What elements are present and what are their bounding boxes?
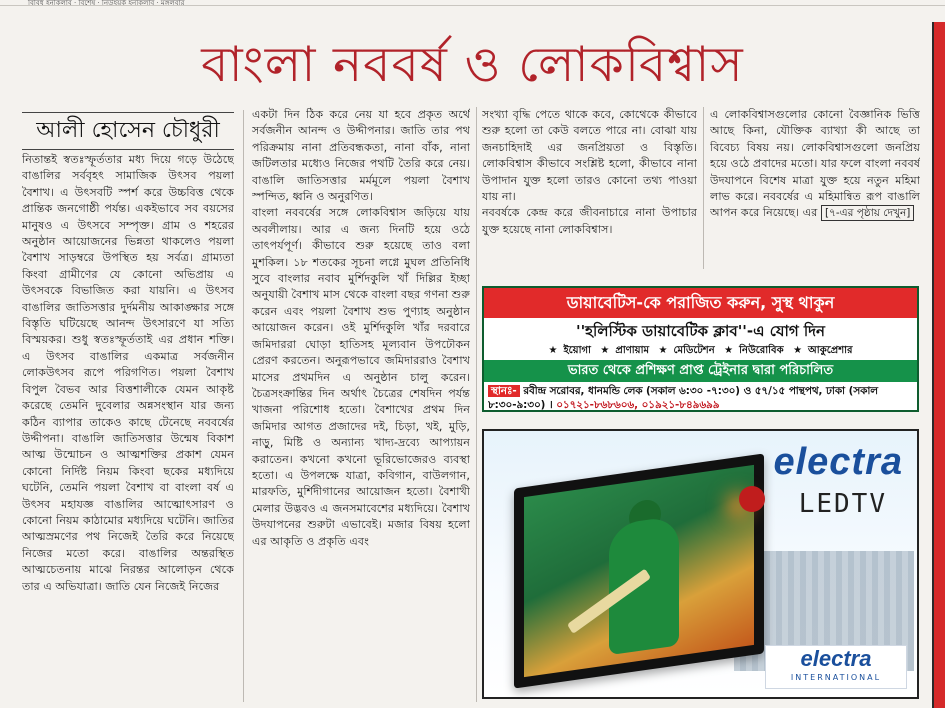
- ad-services: [484, 343, 917, 359]
- article-paragraph: বাংলা নববর্ষের সঙ্গে লোকবিশ্বাস জড়িয়ে যায় অবলীলায়। আর এ জন্য দিনটি হয়ে ওঠে তাৎপর্যপূর্ণ। কীভাবে শুরু হয়েছে তাও বলা মুশকিল। ১৮ শতকের সূচনা লগ্নে মুঘল প্রতিনিধি সুবে বাংলার নবাব মুর্শিদকুলি খাঁ দিল্লির ইচ্ছা অনুযায়ী বৈশাখ মাস থেকে বাংলা বছর গণনা শুরু করেন এবং পয়লা বৈশাখ শুভ পুণ্যাহ অনুষ্ঠান আয়োজন করেন। ওই মুর্শিদকুলি খাঁর দরবারে জমিদাররা ঘোড়া হাতিসহ মূল্যবান উপঢৌকন প্রেরণ করতেন। অনুরূপভাবে জমিদাররাও বৈশাখ মাসের প্রথমদিন এ অনুষ্ঠান চালু করেন। চৈত্রসংক্রান্তির দিন অর্থাৎ চৈত্রের শেষদিন পর্যন্ত খাজনা পরিশোধ হতো। বৈশাখের প্রথম দিন জমিদার আগত প্রজাদের দই, চিড়া, খই, মুড়ি, নাড়ু, মিষ্টি ও অন্যান্য খাদ্য-দ্রব্যে আপ্যায়ন করাতেন। কখনো কখনো ভূরিভোজেরও ব্যবস্থা হতো। এ উপলক্ষে যাত্রা, কবিগান, বাউলগান, মারফতি, মুর্শিদীগানের আয়োজন হতো। বৈশাখী মেলার উদ্ভবও এ জনসমাবেশের মধ্যদিয়ে। বৈশাখ উদযাপনের শুরুটা এভাবেই। মজার বিষয় হলো এর আকৃতি ও প্রকৃতি এবং: [252, 206, 470, 548]
- electra-logo: electra: [773, 441, 903, 483]
- ad-address-text: রবীন্দ্র সরোবর, ধানমন্ডি লেক (সকাল ৬:৩০ -৭:৩০) ও ৫৭/১৫ পান্থপথ, ঢাকা (সকাল ৮:৩০-৯:৩০) ।: [488, 385, 878, 411]
- page-edge-line: [932, 22, 934, 708]
- article-paragraph: [710, 107, 920, 222]
- star-icon: ★: [793, 345, 803, 356]
- ad-service: ইয়োগা: [563, 345, 591, 356]
- electra-international-text: INTERNATIONAL: [790, 673, 882, 682]
- ad-service: প্রাণায়াম: [615, 345, 650, 356]
- ledtv-label: LEDTV: [798, 489, 887, 519]
- article-paragraph: একটা দিন ঠিক করে নেয় যা হবে প্রকৃত অর্থে সর্বজনীন আনন্দ ও উদ্দীপনার। জাতি তার পথ পরিক্রমায় নানা প্রতিবন্ধকতা, নানা বাঁক, নানা জটিলতার মধ্যেও নিজের পথটি তৈরি করে নেয়। বাঙালি জাতিসত্তার মর্মমূলে পয়লা বৈশাখ স্পন্দিত, ধ্বনি ও অনুরণিত।: [252, 108, 470, 204]
- article-headline: বাংলা নববর্ষ ও লোকবিশ্বাস: [201, 36, 744, 93]
- article-column-2: [252, 107, 470, 702]
- electra-small-logo: electra: [800, 646, 872, 671]
- cricket-ball-image: [739, 486, 765, 512]
- electra-international-logo: [765, 645, 907, 689]
- article-paragraph: সংখ্যা বৃদ্ধি পেতে থাকে কবে, কোথেকে কীভাবে শুরু হলো তা কেউ বলতে পারে না। বোঝা যায় জনচাহিদাই এর জনপ্রিয়তা ও বিস্তৃতি। লোকবিশ্বাস কীভাবে সংশ্লিষ্ট হলো, কীভাবে নানা উপাদান যুক্ত হলো তারও কোনো তথ্য পাওয়া যায় না।: [482, 108, 697, 204]
- article-author: আলী হোসেন চৌধুরী: [22, 112, 234, 150]
- ad-service: নিউরোবিক: [739, 345, 784, 356]
- page-edge-bar: [934, 22, 945, 708]
- tv-screen: [524, 465, 754, 677]
- ad-address: [488, 384, 915, 412]
- star-icon: ★: [724, 345, 734, 356]
- article-paragraph-text: এ লোকবিশ্বাসগুলোর কোনো বৈজ্ঞানিক ভিত্তি আছে কিনা, যৌক্তিক ব্যাখ্যা কী আছে তা বিবেচ্য বিষয় নয়। লোকবিশ্বাসগুলো জনপ্রিয় হয়ে ওঠে প্রবাদের মতো। যার ফলে বাংলা নববর্ষ উদযাপনে বিশেষ মাত্রা যুক্ত হয়ে নতুন মহিমা লাভ করে। নববর্ষের এ মহিমান্বিত রূপ বাঙালি আপন করে নিয়েছে। এর: [710, 108, 920, 220]
- tv-image: [514, 453, 764, 688]
- ad-service: মেডিটেশন: [673, 345, 715, 356]
- ad-trainer-banner: ভারত থেকে প্রশিক্ষণ প্রাপ্ত ট্রেইনার দ্বারা পরিচালিত: [484, 360, 917, 382]
- diabetes-club-ad[interactable]: [482, 286, 919, 412]
- ad-place-label: স্থানঃ-: [488, 385, 520, 397]
- continued-link[interactable]: [৭-এর পৃষ্ঠায় দেখুন]: [821, 205, 914, 221]
- article-column-1: [22, 152, 234, 702]
- star-icon: ★: [548, 345, 558, 356]
- ad-service: আকুপ্রেশার: [808, 345, 853, 356]
- ad-phone-numbers: ০১৭২১-৮৬৮৬০৬, ০১৯২১-৮৪৯৬৯৯: [556, 399, 720, 411]
- column-rule: [243, 110, 244, 702]
- article-paragraph: নববর্ষকে কেন্দ্র করে জীবনাচারে নানা উপাচার যুক্ত হয়েছে নানা লোকবিশ্বাস।: [482, 206, 697, 236]
- article-paragraph: নিতান্তই স্বতঃস্ফূর্ততার মধ্য দিয়ে গড়ে উঠেছে বাঙালির সর্ববৃহৎ সামাজিক উৎসব পয়লা বৈশাখ। এ উৎসবটি স্পর্শ করে উচ্চবিত্ত থেকে প্রান্তিক জনগোষ্ঠী পর্যন্ত। একইভাবে সব বয়সের মানুষও এ উৎসবে সম্পৃক্ত। গ্রাম ও শহরের অনুষ্ঠান আয়োজনের ভিন্নতা থাকলেও পয়লা বৈশাখ সাড়ম্বরে উপস্থিত হয় সর্বত্র। গ্রাম্যতা কিংবা গ্রামীণের যে কোনো অভিপ্রায় এ উৎসবকে বিভাজিত করা যায়নি। এ উৎসব বাঙালির জাতিসত্তার দুর্দমনীয় আকাঙ্ক্ষার সঙ্গে বিস্তৃতি ঘটিয়েছে আনন্দ উৎসারণে যা সত্যি বিস্ময়কর। শুধু স্বতঃস্ফূর্ততাই এর প্রধান শক্তি। এ উৎসব বাঙালির একমাত্র সর্বজনীন লোকউৎসব রূপে পরিগণিত। পয়লা বৈশাখ বিপুল বৈভব আর বিত্তশালীকে যেমন আকৃষ্ট করেছে তেমনি দুবেলার অন্নসংস্থান যার জন্য কঠিন ব্যাপার তাকেও কাছে টেনেছে নববর্ষের উদ্দীপনা। বাঙালি জাতিসত্তার উন্মেষ বিকাশ আত্ম উন্মোচন ও আত্মশক্তির প্রকাশ যেমন কোনো নির্দিষ্ট নিয়ম কিংবা ছকের মধ্যদিয়ে ঘটেনি, তেমনি পয়লা বৈশাখ বা বাংলা বর্ষ এ উৎসব মহাযজ্ঞ বাঙালির আত্মোৎসারণ ও কোনো নিয়ম কাঠামোর মধ্যদিয়ে ঘটেনি। জাতির আত্মস্রমণের পথ নিজেই তৈরি করে নিয়েছে নিজের মতো করে। বাঙালির অন্তরস্থিত আত্মচেতনায় মাঝে নিরন্তর আলোড়ন থেকে তার এ অভিযাত্রা। জাতি যেন নিজেই নিজের: [22, 153, 234, 593]
- column-rule: [703, 107, 704, 269]
- article-column-3: [482, 107, 697, 269]
- star-icon: ★: [600, 345, 610, 356]
- top-strip: বিবিধ ইনকিলাব · বিশেষ · নিউইয়র্ক ইনকিলাব · মঙ্গলবার: [0, 0, 945, 6]
- ad-club-name: ''হলিস্টিক ডায়াবেটিক ক্লাব''-এ যোগ দিন: [484, 319, 917, 343]
- star-icon: ★: [658, 345, 668, 356]
- article-column-4: [710, 107, 920, 269]
- ad-title: ডায়াবেটিস-কে পরাজিত করুন, সুস্থ থাকুন: [484, 288, 917, 318]
- electra-tv-ad[interactable]: [482, 429, 919, 699]
- column-rule: [476, 107, 477, 702]
